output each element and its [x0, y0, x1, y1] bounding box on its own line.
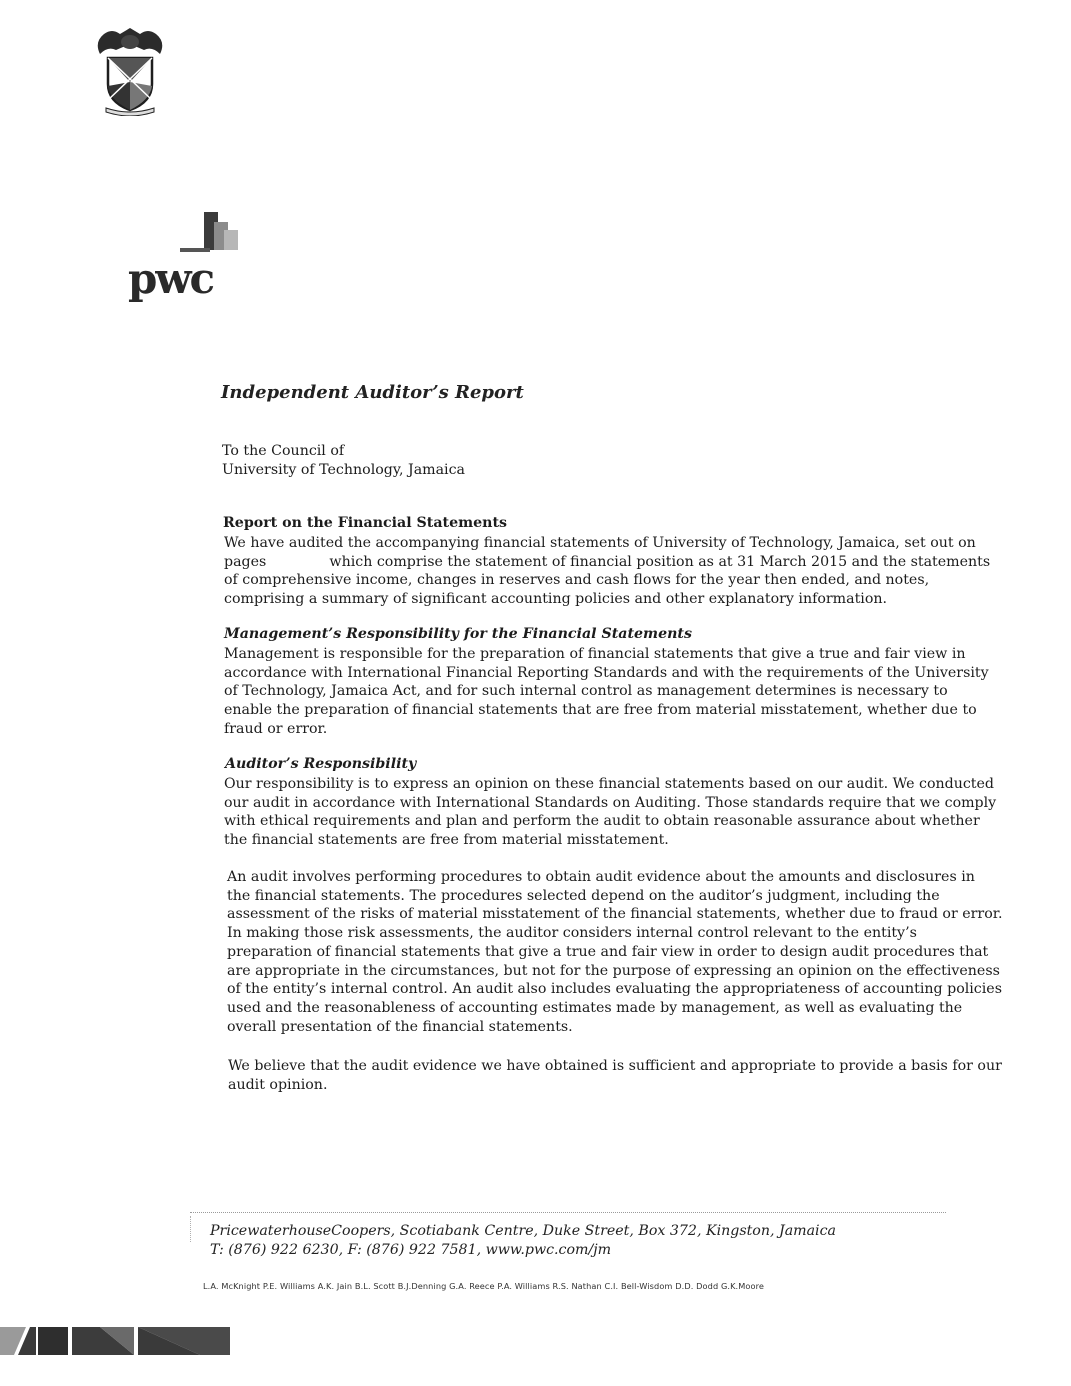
- text-line: of the entity’s internal control. An audit also includes evaluating the appropriateness of accounting policies: [227, 981, 1002, 998]
- footer-divider-tick: [190, 1216, 191, 1242]
- section-body-auditor-responsibility: [224, 775, 997, 850]
- text-line: overall presentation of the financial statements.: [227, 1018, 573, 1035]
- section-body-management-responsibility: [224, 645, 989, 739]
- text-line: Management is responsible for the preparation of financial statements that give a true and fair view in: [224, 646, 966, 662]
- footer-contact: T: (876) 922 6230, F: (876) 922 7581, www.pwc.com/jm: [210, 1242, 612, 1258]
- text-line: the financial statements. The procedures selected depend on the auditor’s judgment, including the: [227, 887, 940, 904]
- paragraph-audit-evidence: [228, 1057, 1002, 1094]
- text-line: An audit involves performing procedures to obtain audit evidence about the amounts and disclosures in: [227, 869, 975, 885]
- text-line: preparation of financial statements that give a true and fair view in order to design audit procedures that: [227, 943, 989, 960]
- text-line: audit opinion.: [228, 1076, 328, 1093]
- text-line: are appropriate in the circumstances, but not for the purpose of expressing an opinion on the effectiveness: [227, 962, 1000, 979]
- text-line: used and the reasonableness of accounting estimates made by management, as well as evaluating the: [227, 999, 963, 1016]
- section-heading-auditor-responsibility: Auditor’s Responsibility: [225, 756, 417, 772]
- section-heading-management-responsibility: Management’s Responsibility for the Financial Statements: [224, 626, 692, 642]
- text-line: fraud or error.: [224, 720, 328, 737]
- section-heading-financial-statements: Report on the Financial Statements: [223, 515, 508, 531]
- pwc-wordmark: pwc: [128, 254, 214, 303]
- text-line: with ethical requirements and plan and perform the audit to obtain reasonable assurance about whether: [224, 813, 980, 830]
- text-line: comprising a summary of significant accounting policies and other explanatory information.: [224, 591, 888, 608]
- text-line: pages which comprise the statement of financial position as at 31 March 2015 and the statements: [224, 553, 991, 570]
- addressee-line-1: To the Council of: [222, 443, 345, 459]
- text-line: assessment of the risks of material misstatement of the financial statements, whether due to fraud or error.: [227, 906, 1003, 923]
- report-title: Independent Auditor’s Report: [221, 382, 524, 403]
- paragraph-audit-procedures: [227, 868, 1003, 1036]
- text-line: the financial statements are free from material misstatement.: [224, 832, 669, 849]
- text-line: accordance with International Financial Reporting Standards and with the requirements of the University: [224, 664, 989, 681]
- text-line: of comprehensive income, changes in reserves and cash flows for the year then ended, and notes,: [224, 572, 930, 589]
- pwc-logo-icon: [128, 208, 258, 304]
- section-body-financial-statements: [224, 534, 991, 609]
- footer-address: PricewaterhouseCoopers, Scotiabank Centre, Duke Street, Box 372, Kingston, Jamaica: [210, 1223, 837, 1239]
- text-line: enable the preparation of financial statements that are free from material misstatement, whether due to: [224, 702, 977, 719]
- text-line: of Technology, Jamaica Act, and for such internal control as management determines is necessary to: [224, 683, 948, 700]
- addressee-line-2: University of Technology, Jamaica: [222, 462, 465, 478]
- corner-decoration-bar: [0, 1327, 230, 1355]
- footer-partners: L.A. McKnight P.E. Williams A.K. Jain B.L. Scott B.J.Denning G.A. Reece P.A. Williams R.S. Nathan C.I. Bell-Wisdom D.D. Dodd G.K.Moore: [203, 1281, 765, 1291]
- text-line: We have audited the accompanying financial statements of University of Technology, Jamaica, set out on: [224, 535, 976, 551]
- text-line: In making those risk assessments, the auditor considers internal control relevant to the entity’s: [227, 925, 917, 942]
- text-line: Our responsibility is to express an opinion on these financial statements based on our audit. We conducted: [224, 776, 994, 792]
- text-line: our audit in accordance with International Standards on Auditing. Those standards require that we comply: [224, 794, 997, 811]
- text-line: We believe that the audit evidence we have obtained is sufficient and appropriate to provide a basis for our: [228, 1058, 1002, 1074]
- footer-divider: [190, 1212, 946, 1213]
- university-crest-icon: [92, 24, 168, 116]
